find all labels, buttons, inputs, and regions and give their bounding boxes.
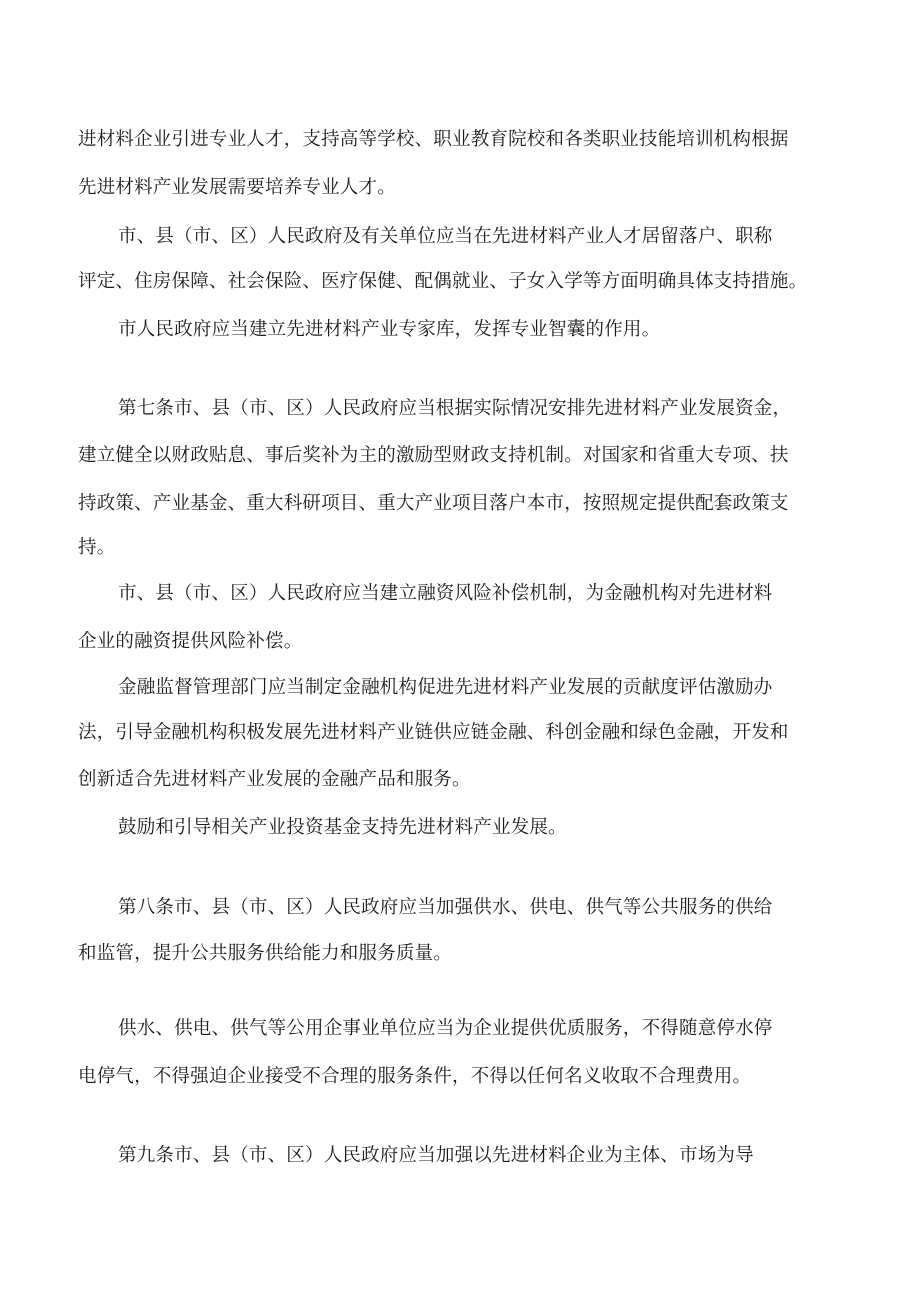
text-line-5: 市人民政府应当建立先进材料产业专家库，发挥专业智囊的作用。	[118, 319, 661, 340]
article-7-line-2: 建立健全以财政贴息、事后奖补为主的激励型财政支持机制。对国家和省重大专项、扶	[78, 445, 789, 466]
text-line-1: 进材料企业引进专业人才，支持高等学校、职业教育院校和各类职业技能培训机构根据	[78, 129, 789, 150]
text-line-18: 供水、供电、供气等公用企事业单位应当为企业提供优质服务，不得随意停水停	[118, 1018, 773, 1039]
text-line-13: 法，引导金融机构积极发展先进材料产业链供应链金融、科创金融和绿色金融，开发和	[78, 722, 789, 743]
article-7-line-3: 持政策、产业基金、重大科研项目、重大产业项目落户本市，按照规定提供配套政策支	[78, 493, 789, 514]
article-8-line-2: 和监管，提升公共服务供给能力和服务质量。	[78, 943, 453, 964]
text-line-15: 鼓励和引导相关产业投资基金支持先进材料产业发展。	[118, 817, 567, 838]
text-line-10: 市、县（市、区）人民政府应当建立融资风险补偿机制，为金融机构对先进材料	[118, 583, 773, 604]
text-line-4: 评定、住房保障、社会保险、医疗保健、配偶就业、子女入学等方面明确具体支持措施。	[78, 271, 808, 292]
article-8-line-1: 第八条市、县（市、区）人民政府应当加强供水、供电、供气等公共服务的供给	[118, 897, 773, 918]
text-line-12: 金融监督管理部门应当制定金融机构促进先进材料产业发展的贡献度评估激励办	[118, 677, 773, 698]
text-line-3: 市、县（市、区）人民政府及有关单位应当在先进材料产业人才居留落户、职称	[118, 226, 773, 247]
text-line-19: 电停气，不得强迫企业接受不合理的服务条件，不得以任何名义收取不合理费用。	[78, 1066, 752, 1087]
article-9-line-1: 第九条市、县（市、区）人民政府应当加强以先进材料企业为主体、市场为导	[118, 1145, 754, 1166]
text-line-11: 企业的融资提供风险补偿。	[78, 631, 303, 652]
article-7-line-1: 第七条市、县（市、区）人民政府应当根据实际情况安排先进材料产业发展资金，	[118, 398, 792, 419]
text-line-14: 创新适合先进材料产业发展的金融产品和服务。	[78, 769, 471, 790]
text-line-2: 先进材料产业发展需要培养专业人才。	[78, 177, 396, 198]
article-7-line-4: 持。	[78, 537, 116, 558]
